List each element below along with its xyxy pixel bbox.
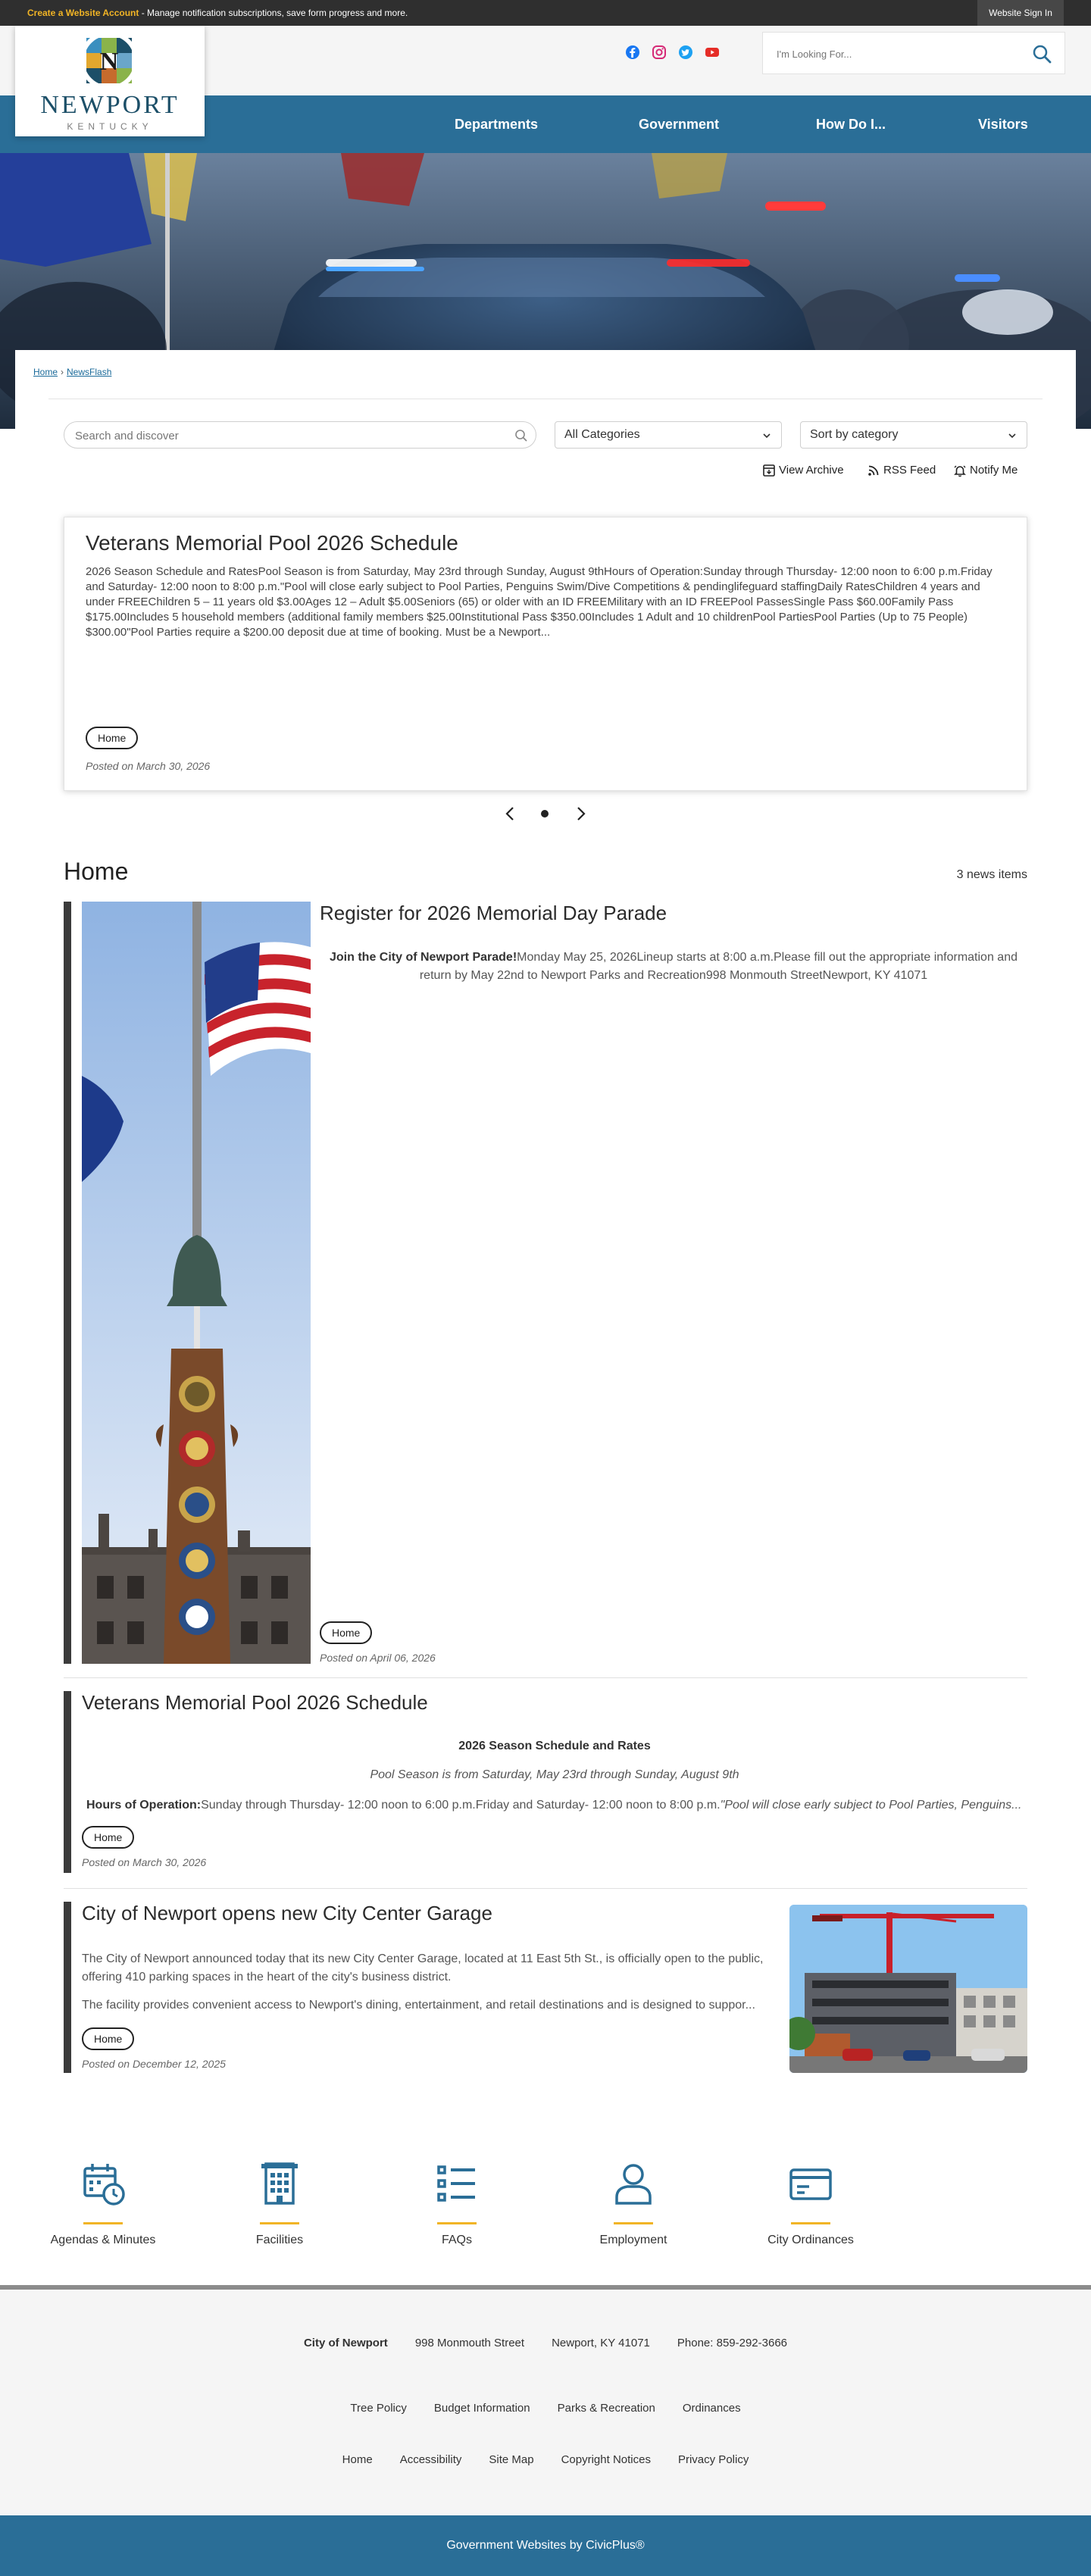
quick-link-employment[interactable] xyxy=(558,2159,709,2258)
nav-how-do-i[interactable]: How Do I... xyxy=(816,117,886,132)
hours-label: Hours of Operation: xyxy=(86,1799,202,1812)
logo-state: KENTUCKY xyxy=(67,121,153,132)
breadcrumb-home[interactable]: Home xyxy=(33,367,58,377)
featured-title[interactable]: Veterans Memorial Pool 2026 Schedule xyxy=(86,531,458,555)
civicplus-credit[interactable]: Government Websites by CivicPlus® xyxy=(0,2515,1091,2576)
quick-link-label: Agendas & Minutes xyxy=(50,2234,156,2246)
building-icon xyxy=(255,2159,304,2208)
newport-emblem-icon xyxy=(80,32,138,89)
breadcrumb-separator: › xyxy=(61,367,64,377)
footer-phone[interactable]: Phone: 859-292-3666 xyxy=(677,2337,788,2349)
quick-link-label: City Ordinances xyxy=(767,2234,854,2246)
site-footer xyxy=(0,2290,1091,2515)
category-tag[interactable]: Home xyxy=(86,727,138,749)
flagpole-illustration xyxy=(82,902,311,1664)
carousel-dot[interactable] xyxy=(541,805,549,823)
footer-links-primary xyxy=(0,2402,1091,2415)
bell-icon xyxy=(953,464,967,477)
footer-city-name: City of Newport xyxy=(303,2337,388,2349)
quick-link-label: Facilities xyxy=(255,2234,304,2246)
website-sign-in-button[interactable]: Website Sign In xyxy=(977,0,1064,26)
instagram-icon[interactable] xyxy=(651,44,667,61)
featured-excerpt: 2026 Season Schedule and RatesPool Season is from Saturday, May 23rd through Sunday, August 9thHours of Operation:Sunday through Thursday- 12:00 noon to 6:00 p.m.Friday and Saturday- 12:00 noon to 8:00 p.m."Pool will close early subject to Pool Parties, Penguins Swim/Dive Competitions & pendinglifeguard staffingDaily RatesChildren 4 years and under FREEChildren 5 – 11 years old $3.00Ages 12 – Adult $5.00Seniors (65) or older with an ID FREEMilitary with an ID FREEPool PassesSingle Pass $60.00Family Pass $175.00Includes 5 household members (additional family members $25.00Institutional Pass $350.00Includes 1 Adult and 10 childrenPool PartiesPool Parties (Up to 75 People) $300.00"Pool Parties require a $200.00 deposit due at time of booking. Must be a Newport... xyxy=(86,565,993,639)
garage-illustration xyxy=(789,1905,1027,2073)
chevron-down-icon xyxy=(763,432,771,439)
quick-link-facilities[interactable] xyxy=(204,2159,355,2258)
category-select[interactable] xyxy=(555,421,782,449)
breadcrumb xyxy=(33,367,111,377)
rss-feed-link[interactable] xyxy=(867,462,950,479)
nav-departments[interactable]: Departments xyxy=(455,117,539,132)
news-item-body xyxy=(320,949,1027,985)
quick-link-ordinances[interactable] xyxy=(735,2159,886,2258)
carousel-prev[interactable] xyxy=(502,805,520,823)
memorial-flagpole-image[interactable] xyxy=(82,902,311,1664)
news-item-hours xyxy=(86,1799,1027,1812)
facebook-icon[interactable] xyxy=(624,44,641,61)
news-search-input[interactable] xyxy=(75,427,499,444)
news-item-subtitle: 2026 Season Schedule and Rates xyxy=(458,1740,651,1752)
news-item-posted-date: Posted on April 06, 2026 xyxy=(320,1652,436,1664)
news-item-posted-date: Posted on December 12, 2025 xyxy=(82,2058,226,2070)
news-item-title[interactable]: City of Newport opens new City Center Garage xyxy=(82,1902,492,1924)
parking-garage-image[interactable] xyxy=(789,1905,1027,2073)
news-item-divider xyxy=(64,1677,1027,1678)
twitter-icon[interactable] xyxy=(677,44,694,61)
footer-street: 998 Monmouth Street xyxy=(414,2337,525,2349)
quick-link-underline xyxy=(791,2222,830,2224)
hours-text: Sunday through Thursday- 12:00 noon to 6:00 p.m.Friday and Saturday- 12:00 noon to 8:00 p.m. xyxy=(201,1799,721,1812)
quick-link-agendas[interactable] xyxy=(27,2159,179,2258)
site-search-input[interactable] xyxy=(777,43,1019,64)
news-search xyxy=(64,421,536,449)
featured-posted-date: Posted on March 30, 2026 xyxy=(86,760,211,772)
news-item-posted-date: Posted on March 30, 2026 xyxy=(82,1856,207,1868)
chevron-right-icon xyxy=(571,805,589,823)
account-notice-text: - Manage notification subscriptions, save form progress and more. xyxy=(139,8,408,18)
quick-link-underline xyxy=(260,2222,299,2224)
footer-city-state: Newport, KY 41071 xyxy=(552,2337,650,2349)
person-icon xyxy=(609,2159,658,2208)
footer-link-home[interactable]: Home xyxy=(342,2453,373,2466)
chevron-left-icon xyxy=(502,805,520,823)
emblem-letter: N xyxy=(99,48,119,76)
category-select-value: All Categories xyxy=(564,428,640,441)
news-item-text: Monday May 25, 2026Lineup starts at 8:00 a.m.Please fill out the appropriate information and return by May 22nd to Newport Parks and Recreation998 Monmouth StreetNewport, KY 41071 xyxy=(419,951,1018,982)
create-account-link[interactable]: Create a Website Account xyxy=(27,8,139,18)
sort-select-value: Sort by category xyxy=(810,428,899,441)
logo-wordmark: NEWPORT xyxy=(40,91,180,119)
carousel-dot-active xyxy=(541,810,549,818)
chevron-down-icon xyxy=(1008,432,1016,439)
breadcrumb-newsflash[interactable]: NewsFlash xyxy=(67,367,112,377)
news-item-title[interactable]: Register for 2026 Memorial Day Parade xyxy=(320,902,667,924)
category-tag[interactable]: Home xyxy=(320,1621,372,1644)
calendar-clock-icon xyxy=(79,2159,127,2208)
quick-link-label: FAQs xyxy=(441,2234,472,2246)
footer-link-budget[interactable]: Budget Information xyxy=(433,2402,530,2415)
quick-links xyxy=(0,2123,1091,2285)
newport-logo[interactable] xyxy=(15,26,205,136)
footer-link-parks[interactable]: Parks & Recreation xyxy=(557,2402,655,2415)
view-archive-link[interactable] xyxy=(762,462,861,479)
footer-link-accessibility[interactable]: Accessibility xyxy=(399,2453,462,2466)
rss-icon xyxy=(867,464,880,477)
news-item-lead: Join the City of Newport Parade! xyxy=(330,951,517,964)
list-icon xyxy=(433,2159,481,2208)
site-search xyxy=(762,32,1065,74)
search-icon[interactable] xyxy=(514,429,528,442)
section-title: Home xyxy=(64,858,129,885)
carousel-next[interactable] xyxy=(571,805,589,823)
notify-me-link[interactable] xyxy=(953,462,1036,479)
news-item-divider xyxy=(64,1888,1027,1889)
quick-link-underline xyxy=(437,2222,477,2224)
footer-link-copyright[interactable]: Copyright Notices xyxy=(561,2453,651,2466)
news-item-accent xyxy=(64,1691,71,1873)
footer-link-privacy[interactable]: Privacy Policy xyxy=(677,2453,749,2466)
nav-visitors[interactable]: Visitors xyxy=(978,117,1028,132)
footer-link-site-map[interactable]: Site Map xyxy=(489,2453,534,2466)
news-item-paragraph: The facility provides convenient access to Newport's dining, entertainment, and retail destinations and is designed to suppor... xyxy=(82,1999,755,2012)
news-item-title[interactable]: Veterans Memorial Pool 2026 Schedule xyxy=(82,1691,428,1714)
footer-link-ordinances[interactable]: Ordinances xyxy=(682,2402,741,2415)
sort-select[interactable] xyxy=(800,421,1027,449)
news-item-paragraph: The City of Newport announced today that its new City Center Garage, located at 11 East 5th St., is officially open to the public, offering 410 parking spaces in the heart of the city's business district. xyxy=(82,1952,764,1984)
youtube-icon[interactable] xyxy=(704,44,721,61)
category-tag[interactable]: Home xyxy=(82,1826,134,1849)
archive-icon xyxy=(762,464,776,477)
quick-link-faqs[interactable] xyxy=(381,2159,533,2258)
news-item-accent xyxy=(64,1902,71,2073)
account-notice xyxy=(27,8,408,18)
rss-feed-label: RSS Feed xyxy=(883,464,936,477)
notify-me-label: Notify Me xyxy=(970,464,1018,477)
hours-note: "Pool will close early subject to Pool Parties, Penguins... xyxy=(720,1799,1022,1812)
nav-government[interactable]: Government xyxy=(639,117,720,132)
news-count: 3 news items xyxy=(956,868,1027,881)
footer-links-secondary xyxy=(0,2453,1091,2466)
quick-link-underline xyxy=(83,2222,123,2224)
footer-link-tree-policy[interactable]: Tree Policy xyxy=(350,2402,407,2415)
quick-link-underline xyxy=(614,2222,653,2224)
card-icon xyxy=(786,2159,835,2208)
featured-news-card[interactable] xyxy=(64,517,1027,791)
view-archive-label: View Archive xyxy=(779,464,844,477)
utility-bar xyxy=(0,0,1091,26)
footer-contact xyxy=(0,2337,1091,2349)
news-item-accent xyxy=(64,902,71,1664)
news-item-season: Pool Season is from Saturday, May 23rd through Sunday, August 9th xyxy=(370,1768,739,1781)
search-icon[interactable] xyxy=(1031,43,1052,64)
newsflash-content xyxy=(15,350,1076,2123)
category-tag[interactable]: Home xyxy=(82,2027,134,2050)
quick-link-label: Employment xyxy=(599,2234,667,2246)
